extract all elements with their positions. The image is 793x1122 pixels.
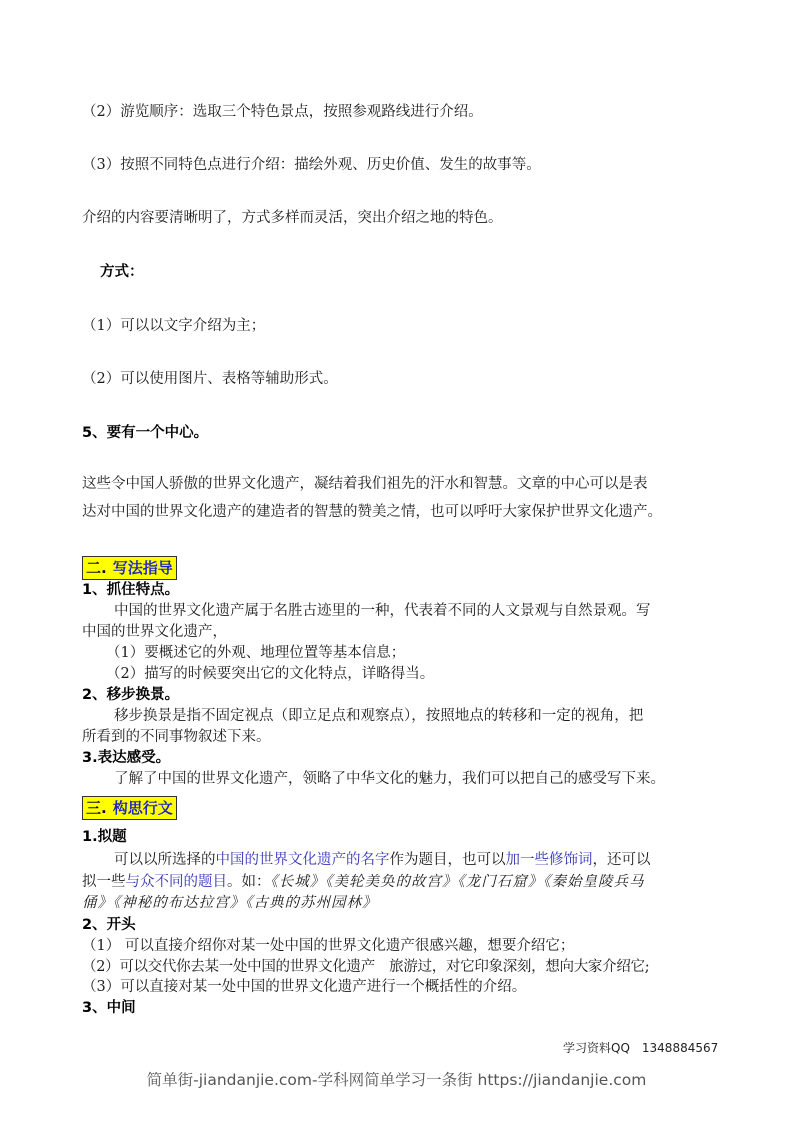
s2-item3-line-1: 了解了中国的世界文化遗产，领略了中华文化的魅力，我们可以把自己的感受写下来。	[114, 771, 665, 787]
text-segment: 可以以所选择的	[114, 852, 216, 868]
s3-opening-item-2: （2）可以交代你去某一处中国的世界文化遗产 旅游过，对它印象深刻，想向大家介绍它;	[82, 959, 650, 975]
s3-opening-heading: 2、开头	[82, 917, 136, 933]
qq-number: 1348884567	[641, 1041, 719, 1055]
section-2-title: 写法指导	[112, 559, 173, 577]
s2-item2-heading: 2、移步换景。	[82, 687, 180, 703]
methods-item-1: （1）可以以文字介绍为主；	[82, 318, 266, 334]
s3-opening-item-3: （3）可以直接对某一处中国的世界文化遗产进行一个概括性的介绍。	[82, 979, 527, 995]
qq-label: 学习资料QQ	[563, 1041, 630, 1055]
highlight-heritage-name: 中国的世界文化遗产的名字	[215, 852, 390, 868]
highlight-unique-title: 与众不同的题目	[125, 874, 227, 890]
text-segment: 拟一些	[82, 874, 126, 890]
intro-features-line: （3）按照不同特色点进行介绍：描绘外观、历史价值、发生的故事等。	[82, 157, 541, 173]
s3-opening-item-1: （1） 可以直接介绍你对某一处中国的世界文化遗产很感兴趣，想要介绍它；	[82, 938, 575, 954]
methods-item-2: （2）可以使用图片、表格等辅助形式。	[82, 371, 338, 387]
section-2-heading	[82, 556, 177, 580]
s2-item3-heading: 3.表达感受。	[82, 750, 171, 766]
s2-item1-line-1: 中国的世界文化遗产属于名胜古迹里的一种，代表着不同的人文景观与自然景观。写	[114, 603, 651, 619]
point5-paragraph-line-2: 达对中国的世界文化遗产的建造者的智慧的赞美之情，也可以呼吁大家保护世界文化遗产。	[82, 504, 662, 520]
s2-item2-line-2: 所看到的不同事物叙述下来。	[82, 729, 271, 745]
s3-middle-heading: 3、中间	[82, 1000, 136, 1016]
highlight-modifiers: 加一些修饰词	[505, 852, 593, 868]
text-segment: 作为题目，也可以	[389, 852, 506, 868]
watermark-footer: 简单街-jiandanjie.com-学科网简单学习一条街 https://jiandanjie.com	[146, 1071, 647, 1089]
section-2-number: 二.	[86, 559, 107, 577]
s2-item1-sub-1: （1）要概述它的外观、地理位置等基本信息；	[106, 645, 406, 661]
section-3-heading	[82, 796, 177, 820]
section-3-title: 构思行文	[112, 799, 173, 817]
s3-naming-line-3: 俑》《神秘的布达拉宫》《古典的苏州园林》	[82, 895, 378, 911]
point5-heading: 5、要有一个中心。	[82, 425, 209, 441]
intro-order-line: （2）游览顺序：选取三个特色景点，按照参观路线进行介绍。	[82, 104, 483, 120]
text-segment: 。如：	[227, 874, 271, 890]
s2-item1-line-2: 中国的世界文化遗产，	[82, 624, 227, 640]
s2-item1-sub-2: （2）描写的时候要突出它的文化特点，详略得当。	[106, 666, 435, 682]
s2-item2-line-1: 移步换景是指不固定视点（即立足点和观察点），按照地点的转移和一定的视角，把	[114, 708, 644, 724]
point5-paragraph-line-1: 这些令中国人骄傲的世界文化遗产，凝结着我们祖先的汗水和智慧。文章的中心可以是表	[82, 476, 648, 492]
section-3-number: 三.	[86, 799, 107, 817]
s2-item1-heading: 1、抓住特点。	[82, 582, 180, 598]
text-segment: ，还可以	[592, 852, 651, 868]
intro-summary: 介绍的内容要清晰明了，方式多样而灵活，突出介绍之地的特色。	[82, 210, 503, 226]
qq-contact	[563, 1039, 718, 1056]
s3-naming-line-2	[82, 872, 714, 892]
s3-naming-line-1	[82, 850, 714, 870]
example-titles: 《长城》《美轮美奂的故宫》《龙门石窟》《秦始皇陵兵马	[270, 874, 645, 890]
s3-naming-heading: 1.拟题	[82, 829, 127, 845]
methods-heading: 方式：	[100, 264, 144, 280]
